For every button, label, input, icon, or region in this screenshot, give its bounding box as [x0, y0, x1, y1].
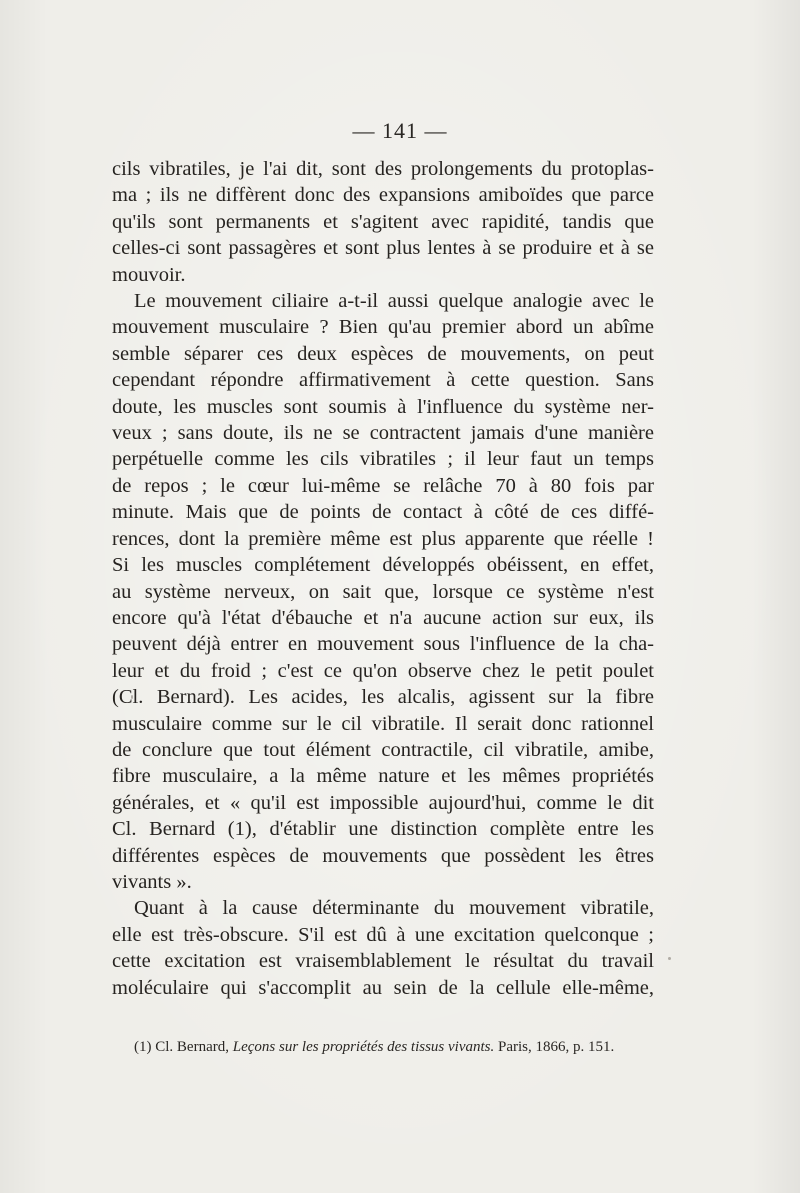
text-line: de conclure que tout élément contractile, cil vibratile, amibe, [112, 738, 654, 761]
paragraph-3 [112, 895, 654, 1001]
text-line: cils vibratiles, je l'ai dit, sont des prolongements du protoplas- [112, 158, 654, 180]
paper-speck [131, 695, 133, 699]
paragraph-2 [112, 288, 654, 895]
text-line: Le mouvement ciliaire a-t-il aussi quelque analogie avec le [134, 290, 654, 313]
text-line: celles-ci sont passagères et sont plus lentes à se produire et à se [112, 237, 654, 260]
text-line: elle est très-obscure. S'il est dû à une excitation quelconque ; [112, 923, 654, 946]
text-line: cette excitation est vraisemblablement le résultat du travail [112, 950, 654, 973]
paragraph-1 [112, 156, 654, 288]
text-line: leur et du froid ; c'est ce qu'on observe chez le petit poulet [112, 659, 654, 682]
text-line: minute. Mais que de points de contact à côté de ces diffé- [112, 501, 654, 524]
text-line: Si les muscles complétement développés obéissent, en effet, [112, 554, 654, 577]
footnote-reference: Paris, 1866, p. 151. [498, 1039, 615, 1055]
text-line: doute, les muscles sont soumis à l'influence du système ner- [112, 395, 654, 418]
text-line: rences, dont la première même est plus apparente que réelle ! [112, 527, 654, 550]
paper-speck [668, 957, 671, 960]
text-line: différentes espèces de mouvements que possèdent les êtres [112, 844, 654, 867]
text-line: veux ; sans doute, ils ne se contractent jamais d'une manière [112, 422, 654, 445]
body-text [112, 156, 654, 1001]
text-line: générales, et « qu'il est impossible aujourd'hui, comme le dit [112, 791, 654, 814]
text-line: de repos ; le cœur lui-même se relâche 70 à 80 fois par [112, 474, 654, 497]
text-line: semble séparer ces deux espèces de mouvements, on peut [112, 342, 654, 365]
text-line: au système nerveux, on sait que, lorsque ce système n'est [112, 580, 654, 603]
text-line: fibre musculaire, a la même nature et les mêmes propriétés [112, 765, 654, 788]
text-line: musculaire comme sur le cil vibratile. Il serait donc rationnel [112, 712, 654, 735]
text-line: moléculaire qui s'accomplit au sein de la cellule elle-même, [112, 976, 654, 999]
text-line: encore qu'à l'état d'ébauche et n'a aucune action sur eux, ils [112, 606, 654, 629]
text-line: mouvement musculaire ? Bien qu'au premier abord un abîme [112, 316, 654, 339]
footnote-title: Leçons sur les propriétés des tissus vivants. [232, 1039, 495, 1055]
footnote-marker: (1) Cl. Bernard, [134, 1039, 229, 1055]
text-line: (Cl. Bernard). Les acides, les alcalis, agissent sur la fibre [112, 686, 654, 709]
text-line: perpétuelle comme les cils vibratiles ; il leur faut un temps [112, 448, 654, 471]
text-line: Quant à la cause déterminante du mouvement vibratile, [134, 897, 654, 920]
text-line: cependant répondre affirmativement à cette question. Sans [112, 369, 654, 392]
text-line: qu'ils sont permanents et s'agitent avec rapidité, tandis que [112, 210, 654, 233]
page-number: — 141 — [352, 118, 448, 143]
text-line: vivants ». [112, 870, 192, 893]
text-line: ma ; ils ne diffèrent donc des expansions amiboïdes que parce [112, 184, 654, 207]
text-line: Cl. Bernard (1), d'établir une distinction complète entre les [112, 818, 654, 841]
footnote [134, 1037, 674, 1057]
text-line: peuvent déjà entrer en mouvement sous l'influence de la cha- [112, 633, 654, 656]
text-line: mouvoir. [112, 263, 186, 286]
